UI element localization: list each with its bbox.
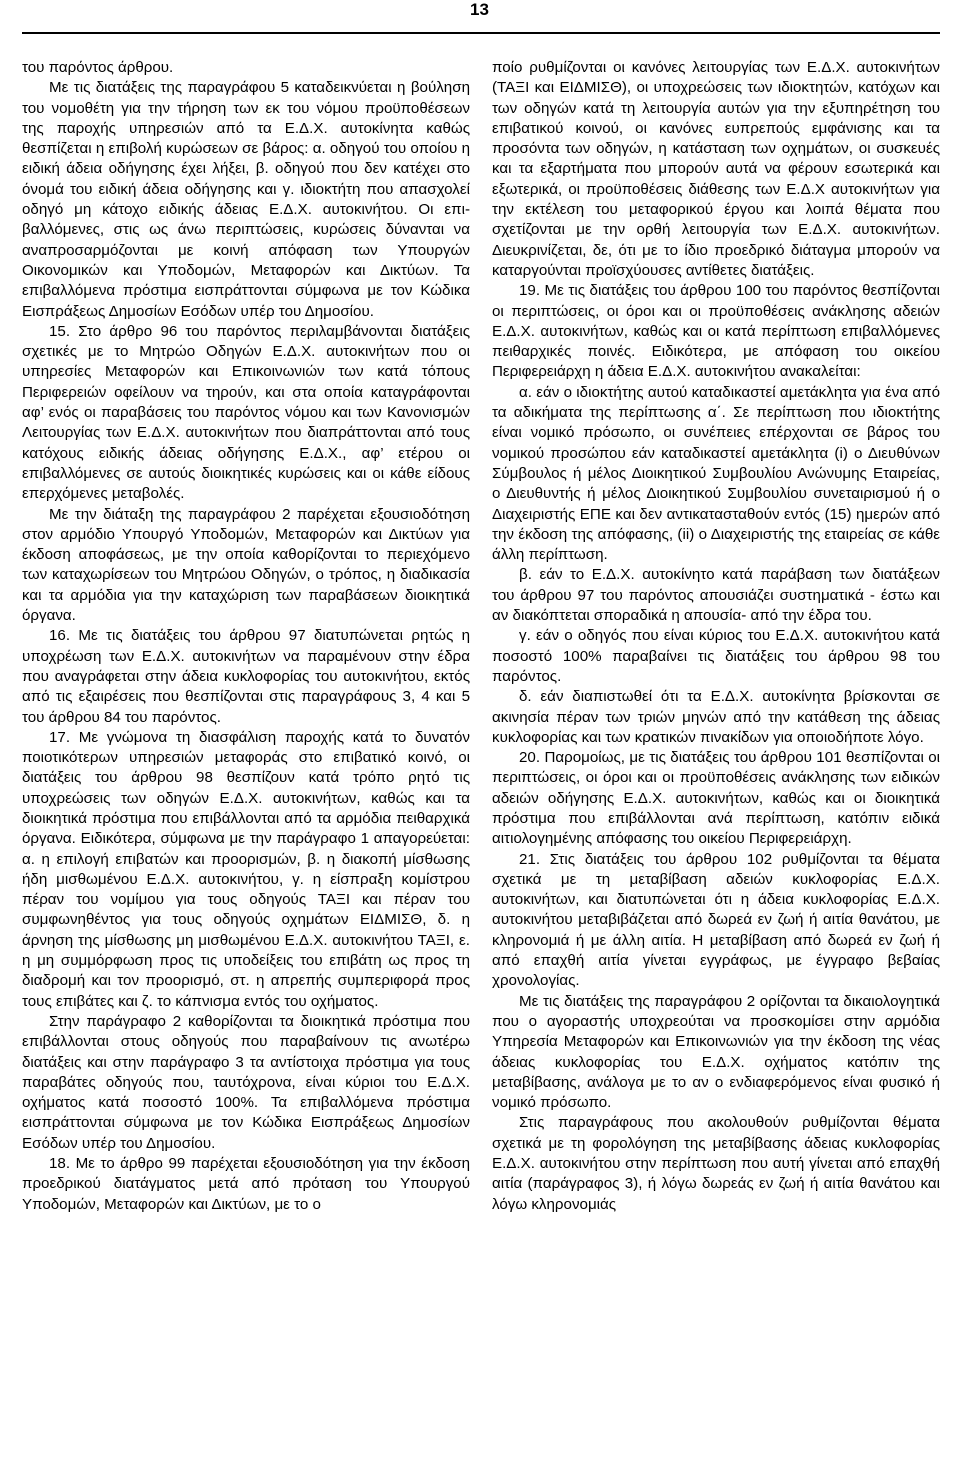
paragraph: β. εάν το Ε.Δ.Χ. αυτοκίνητο κατά παράβαση των διατάξεων του άρθρου 97 του παρόντος απουσιάζει συστηματικά - έστω και αν διακόπτεται σποραδικά η απουσία- από την έδρα του.: [492, 566, 940, 625]
paragraph: 17. Με γνώμονα τη διασφάλιση παροχής κατά το δυνατόν ποιοτικότερων υπηρεσιών μεταφοράς στο επιβατικό κοινό, οι διατάξεις του άρθρου 98 θεσπίζουν κατά τρόπο ρητό τις υποχρεώσεις των οδηγών Ε.Δ.Χ. αυτοκινήτων, καθώς και τα διοικητικά πρόστιμα που επιβάλλονται από τα αρμόδια πειθαρχικά όργανα. Ειδικότερα, σύμφωνα με την παράγραφο 1 απαγορεύεται: α. η επιλογή επιβατών και προορισμών, β. η διακοπή μίσθωσης ήδη μισθωμένου Ε.Δ.Χ. αυτοκινήτου, γ. η είσπραξη κομίστρου πέραν του νομίμου για τους οδηγούς ΤΑΞΙ και πέραν του συμφωνηθέντος για τους οδηγούς οχημάτων ΕΙΔΜΙΣΘ, δ. η άρνηση της μίσθωσης μη μισθωμένου Ε.Δ.Χ. αυτοκινήτου ΤΑΞΙ, ε. η μη συμμόρφωση προς τις υποδείξεις του επιβάτη ως προς τη διαδρομή και τον προορισμό, στ. η απρεπής συμπεριφορά προς τους επιβάτες και ζ. το κάπνισμα εντός του οχήματος.: [22, 728, 470, 1010]
right-column: [492, 58, 940, 1215]
paragraph: Με τις διατάξεις της παραγράφου 2 ορίζονται τα δικαιολογητικά που ο αγοραστής υποχρεούται να προσκομίσει στην αρμόδια Υπηρεσία Μεταφορών και Επικοινωνιών για την έκδοση της νέας άδειας κυκλοφορίας του Ε.Δ.Χ. οχήματος κατόπιν της μεταβίβασης, ανάλογα με το αν ο ενδιαφερόμενος είναι φυσικό ή νομικό πρόσωπο.: [492, 992, 940, 1112]
paragraph: 19. Με τις διατάξεις του άρθρου 100 του παρόντος θεσπίζονται οι περιπτώσεις, οι όροι και οι προϋποθέσεις ανάκλησης αδειών Ε.Δ.Χ. αυτοκινήτων, καθώς και οι κατά περίπτωση επιβαλλόμενες πειθαρχικές ποινές. Ειδικότερα, με απόφαση του οικείου Περιφερειάρχη η άδεια Ε.Δ.Χ. αυτοκινήτου ανακαλείται:: [492, 282, 940, 381]
paragraph: Με την διάταξη της παραγράφου 2 παρέχεται εξουσιοδότηση στον αρμόδιο Υπουργό Υποδομών, Μεταφορών και Δικτύων για έκδοση αποφάσεως, με την οποία καθορίζονται το περιεχόμενο των καταχωρίσεων του Μητρώου Οδηγών, ο τρόπος, η διαδικασία και τα αρμόδια για την καταχώριση των παραβάσεων διοικητικά όργανα.: [22, 505, 470, 625]
header-rule: [22, 32, 940, 34]
left-column: [22, 58, 470, 1215]
page-number: 13: [470, 0, 489, 19]
paragraph: 18. Με το άρθρο 99 παρέχεται εξουσιοδότηση για την έκδοση προεδρικού διατάγματος μετά από πρόταση του Υπουργού Υποδομών, Μεταφορών και Δικτύων, με το ο: [22, 1155, 470, 1213]
paragraph: 21. Στις διατάξεις του άρθρου 102 ρυθμίζονται τα θέματα σχετικά με τη μεταβίβαση αδειών κυκλοφορίας Ε.Δ.Χ. αυτοκινήτων, και διατυπώνεται ότι η άδεια κυκλοφορίας Ε.Δ.Χ. αυτοκινήτου μεταβιβάζεται από δωρεά εν ζωή ή αιτία θανάτου, με κληρονομιά ή με άλλη αιτία. Η μεταβίβαση από δωρεά εν ζωή ή από επαχθή αιτία γίνεται εγγράφως, με έγγραφο βεβαίας χρονολογίας.: [492, 850, 940, 990]
paragraph: α. εάν ο ιδιοκτήτης αυτού καταδικαστεί αμετάκλητα για ένα από τα αδικήματα της περίπτωσης α΄. Σε περίπτωση που ιδιοκτήτης είναι νομικό πρόσωπο, οι συνέπειες επέρχονται σε βάρος του νομικού προσώπου εάν καταδικαστεί αμετάκλητα (i) ο Διευθύνων Σύμβουλος ή μέλος Διοικητικού Συμβουλίου Ανώνυμης Εταιρείας, ο Διευθυντής ή μέλος Διοικητικού Συμβουλίου συνεταιρισμού ή ο Διαχειριστής ΕΠΕ και δεν αντικατασταθούν εντός (15) ημερών από την έκδοση της απόφασης, (ii) ο Διαχειριστής της εταιρείας σε κάθε άλλη περίπτωση.: [492, 383, 940, 564]
paragraph: 20. Παρομοίως, με τις διατάξεις του άρθρου 101 θεσπίζονται οι περιπτώσεις, οι όροι και οι προϋποθέσεις ανάκλησης των ειδικών αδειών οδήγησης Ε.Δ.Χ. αυτοκινήτων, καθώς και οι διοικητικά πρόστιμα που επιβάλλονται ανά περίπτωση, κατόπιν ειδικά αιτιολογημένης απόφασης του οικείου Περιφερειάρχη.: [492, 749, 940, 848]
paragraph: 16. Με τις διατάξεις του άρθρου 97 διατυπώνεται ρητώς η υποχρέωση των Ε.Δ.Χ. αυτοκινήτων να παραμένουν στην έδρα που αναγράφεται στην άδεια κυκλοφορίας του αυτοκινήτου, εκτός από τις εξαιρέσεις που θεσπίζονται στις παραγράφους 3, 4 και 5 του άρθρου 84 του παρόντος.: [22, 627, 470, 726]
paragraph: ποίο ρυθμίζονται οι κανόνες λειτουργίας των Ε.Δ.Χ. αυτοκινήτων (ΤΑΞΙ και ΕΙΔΜΙΣΘ), οι υποχρεώσεις των ιδιοκτητών, κατόχων και των οδηγών κατά τη λειτουργία αυτών για την εξυπηρέτηση του επιβατικού κοινού, οι κανόνες ευπρεπούς εμφάνισης και τα προσόντα των οδηγών, η κατάσταση των οχημάτων, οι συσκευές και τα εξαρτήματα που μπορούν αυτά να φέρουν εσωτερικά και εξωτερικά, οι προϋποθέσεις διάθεσης των Ε.Δ.Χ αυτοκινήτων για την εκτέλεση του μεταφορικού έργου και λοιπά θέματα που σχετίζονται με την ορθή λειτουργία των Ε.Δ.Χ. αυτοκινήτων. Διευκρινίζεται, δε, ότι με το ίδιο προεδρικό διάταγμα μπορούν να καταργούνται προϊσχύουσες αντίθετες διατάξεις.: [492, 59, 940, 279]
paragraph: δ. εάν διαπιστωθεί ότι τα Ε.Δ.Χ. αυτοκίνητα βρίσκονται σε ακινησία πέραν των τριών μηνών από την κατάθεση της άδειας κυκλοφορίας και των κρατικών πινακίδων για οποιοδήποτε λόγο.: [492, 688, 940, 746]
paragraph: γ. εάν ο οδηγός που είναι κύριος του Ε.Δ.Χ. αυτοκινήτου κατά ποσοστό 100% παραβαίνει τις διατάξεις του άρθρου 98 του παρόντος.: [492, 627, 940, 685]
paragraph: 15. Στο άρθρο 96 του παρόντος περιλαμβάνονται διατάξεις σχετικές με το Μητρώο Οδηγών Ε.Δ.Χ. αυτοκινήτων που οι υπηρεσίες Μεταφορών και Επικοινωνιών των κατά τόπους Περιφερειών οφείλουν να τηρούν, και στα οποία καταγράφονται αφ’ ενός οι παραβάσεις του παρόντος νόμου και των Κανονισμών Λειτουργίας των Ε.Δ.Χ. αυτοκινήτων που διαπράττονται από τους κατόχους ειδικής άδειας οδήγησης Ε.Δ.Χ., αφ’ ετέρου οι επιβαλλόμενες σε αυτούς διοικητικές κυρώσεις και οι κάθε είδους επερχόμενες μεταβολές.: [22, 322, 470, 503]
paragraph: Στις παραγράφους που ακολουθούν ρυθμίζονται θέματα σχετικά με τη φορολόγηση της μεταβίβασης άδειας κυκλοφορίας Ε.Δ.Χ. αυτοκινήτου στην περίπτωση που αυτή γίνεται από επαχθή αιτία (παράγραφος 3), ή λόγω δωρεάς εν ζωή ή αιτία θανάτου και λόγω κληρονομιάς: [492, 1114, 940, 1213]
paragraph: Στην παράγραφο 2 καθορίζονται τα διοικητικά πρόστιμα που επιβάλλονται στους οδηγούς που παραβαίνουν τις ανωτέρω διατάξεις και στην παράγραφο 3 τα αντίστοιχα πρόστιμα για τους παραβάτες οδηγούς που, ταυτόχρονα, είναι κύριοι του Ε.Δ.Χ. οχήματος κατά ποσοστό 100%. Τα επιβαλλόμενα πρόστιμα εισπράττονται σύμφωνα με τον Κώδικα Εισπράξεως Δημοσίων Εσόδων υπέρ του Δημοσίου.: [22, 1012, 470, 1152]
paragraph: του παρόντος άρθρου.: [22, 59, 174, 76]
paragraph: Με τις διατάξεις της παραγράφου 5 καταδεικνύεται η βούληση του νομοθέτη για την τήρηση των εκ του νόμου προϋποθέσεων της παροχής υπηρεσιών από τα Ε.Δ.Χ. αυτοκίνητα καθώς θεσπίζεται η επιβολή κυρώσεων σε βάρος: α. οδηγού του οποίου η ειδική άδεια οδήγησης έχει λήξει, β. οδηγού που δεν κατέχει στο όνομά του ειδική άδεια οδήγησης και γ. ιδιοκτήτη που απασχολεί οδηγό μη κάτοχο ειδικής άδειας Ε.Δ.Χ. αυτοκινήτου. Οι επιβαλλόμενες, στις ως άνω περιπτώσεις, κυρώσεις δύνανται να αναπροσαρμόζονται με κοινή απόφαση των Υπουργών Οικονομικών και Υποδομών, Μεταφορών και Δικτύων. Τα επιβαλλόμενα πρόστιμα εισπράττονται σύμφωνα με τον Κώδικα Εισπράξεως Δημοσίων Εσόδων υπέρ του Δημοσίου.: [22, 79, 470, 320]
